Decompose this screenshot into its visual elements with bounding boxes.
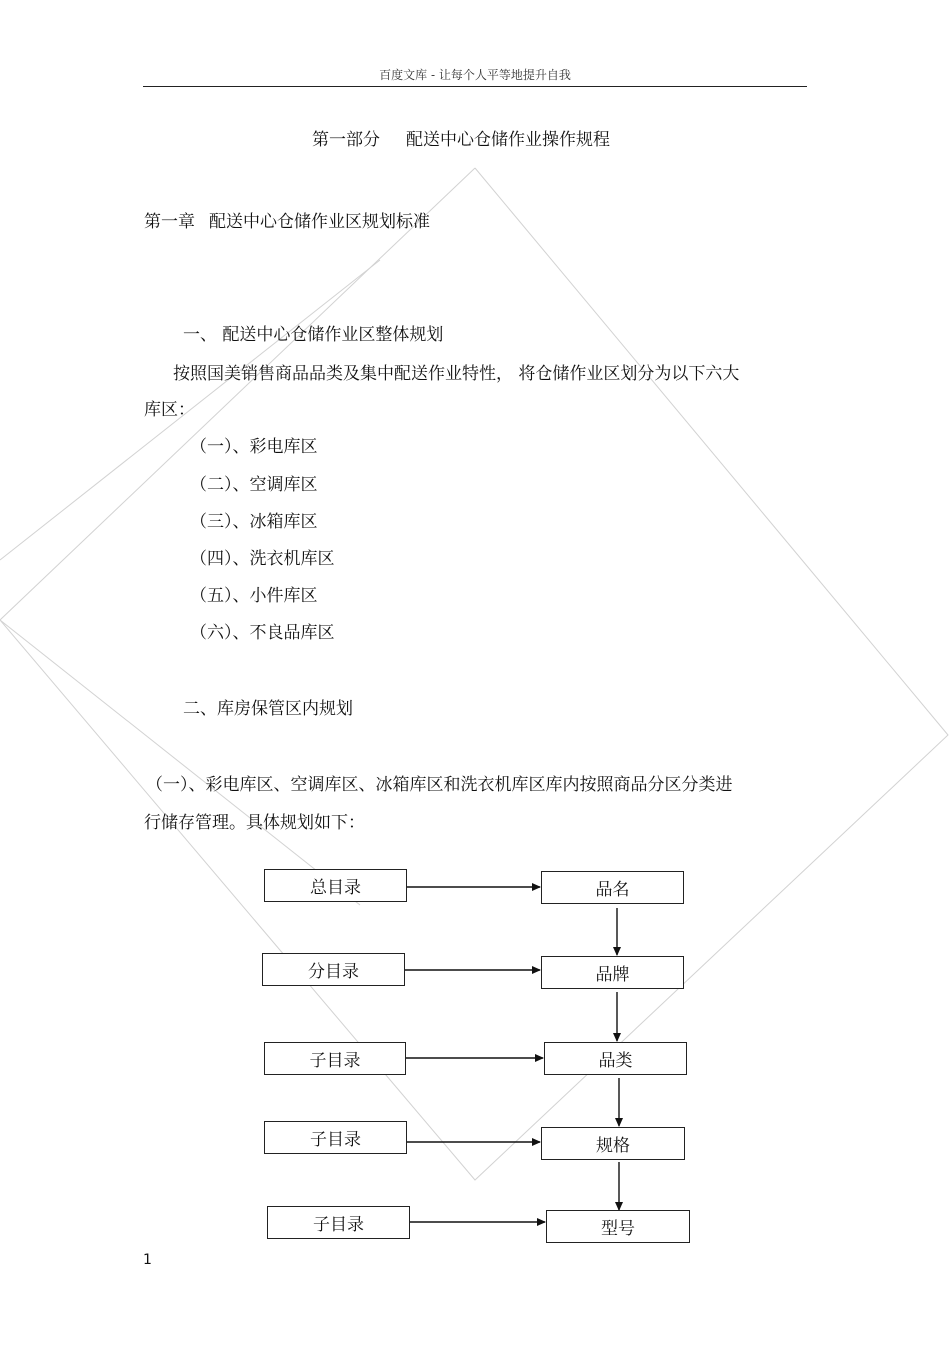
section1-paragraph-line2: 库区： <box>144 400 195 420</box>
left-box-master-catalog: 总目录 <box>264 869 407 902</box>
list-item: （四）、洗衣机库区 <box>190 549 335 569</box>
section2-heading: 二、库房保管区内规划 <box>183 699 353 719</box>
chapter-title-number: 第一章 <box>144 212 195 232</box>
list-item: （一）、彩电库区 <box>190 437 318 457</box>
section1-heading: 一、 配送中心仓储作业区整体规划 <box>183 325 444 345</box>
page-number: 1 <box>143 1252 152 1268</box>
left-box-child-catalog: 子目录 <box>264 1121 407 1154</box>
section2-paragraph-line2: 行储存管理。具体规划如下： <box>144 813 365 833</box>
part-title-number: 第一部分 <box>312 130 380 150</box>
right-box-model: 型号 <box>546 1210 690 1243</box>
left-box-child-catalog: 子目录 <box>264 1042 406 1075</box>
part-title-text: 配送中心仓储作业操作规程 <box>406 130 610 150</box>
list-item: （二）、空调库区 <box>190 475 318 495</box>
list-item: （六）、不良品库区 <box>190 623 335 643</box>
section1-paragraph-line1: 按照国美销售商品品类及集中配送作业特性， 将仓储作业区划分为以下六大 <box>173 364 740 384</box>
right-box-spec: 规格 <box>541 1127 685 1160</box>
page-header: 百度文库 - 让每个人平等地提升自我 <box>379 68 571 82</box>
section2-paragraph-line1: （一）、彩电库区、空调库区、冰箱库区和洗衣机库区库内按照商品分区分类进 <box>146 775 733 795</box>
right-box-category: 品类 <box>544 1042 687 1075</box>
left-box-sub-catalog: 分目录 <box>262 953 405 986</box>
chapter-title-text: 配送中心仓储作业区规划标准 <box>209 212 430 232</box>
right-box-product-name: 品名 <box>541 871 684 904</box>
list-item: （五）、小件库区 <box>190 586 318 606</box>
list-item: （三）、冰箱库区 <box>190 512 318 532</box>
right-box-brand: 品牌 <box>541 956 684 989</box>
left-box-child-catalog: 子目录 <box>267 1206 410 1239</box>
